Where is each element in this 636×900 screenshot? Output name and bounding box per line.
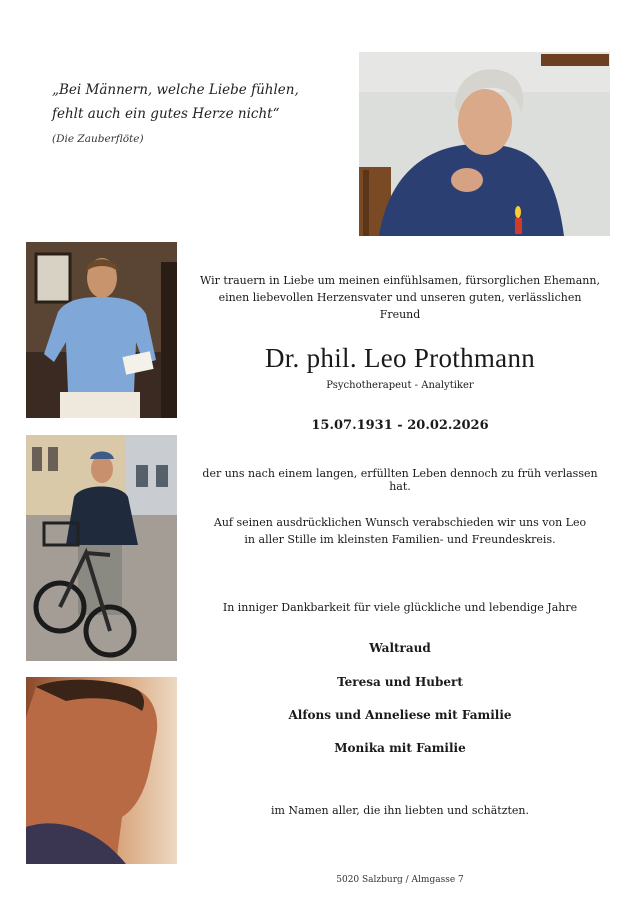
quote-line-1: „Bei Männern, welche Liebe fühlen, — [52, 82, 299, 98]
photo-bicycle — [26, 435, 177, 661]
photo-summer-shirt — [26, 242, 177, 418]
address: 5020 Salzburg / Almgasse 7 — [336, 875, 464, 885]
funeral-note — [200, 514, 600, 548]
closing-text: im Namen aller, die ihn liebten und schätzten. — [270, 804, 530, 817]
mourner-name: Alfons und Anneliese mit Familie — [288, 708, 512, 722]
funeral-note-line-2: in aller Stille im kleinsten Familien- und Freundeskreis. — [244, 533, 556, 546]
life-dates: 15.07.1931 - 20.02.2026 — [311, 418, 489, 433]
mourner-name: Waltraud — [369, 641, 431, 655]
mourner-name: Monika mit Familie — [334, 741, 466, 755]
deceased-name: Dr. phil. Leo Prothmann — [264, 343, 536, 373]
quote-source: (Die Zauberflöte) — [52, 133, 144, 145]
intro-line-1: Wir trauern in Liebe um meinen einfühlsamen, fürsorglichen Ehemann, — [200, 274, 600, 287]
quote-line-2: fehlt auch ein gutes Herze nicht“ — [52, 106, 280, 122]
funeral-note-line-1: Auf seinen ausdrücklichen Wunsch verabschieden wir uns von Leo — [213, 516, 587, 529]
quote — [52, 78, 342, 126]
intro-line-2: einen liebevollen Herzensvater und unseren guten, verlässlichen Freund — [218, 291, 582, 321]
photo-profile — [26, 677, 177, 864]
farewell-text: der uns nach einem langen, erfüllten Leben dennoch zu früh verlassen hat. — [202, 467, 598, 493]
profession: Psychotherapeut - Analytiker — [326, 380, 474, 391]
photo-portrait-candle — [359, 52, 610, 236]
intro-text — [200, 272, 600, 323]
gratitude-text: In inniger Dankbarkeit für viele glückliche und lebendige Jahre — [222, 601, 578, 614]
mourner-name: Teresa und Hubert — [337, 675, 463, 689]
